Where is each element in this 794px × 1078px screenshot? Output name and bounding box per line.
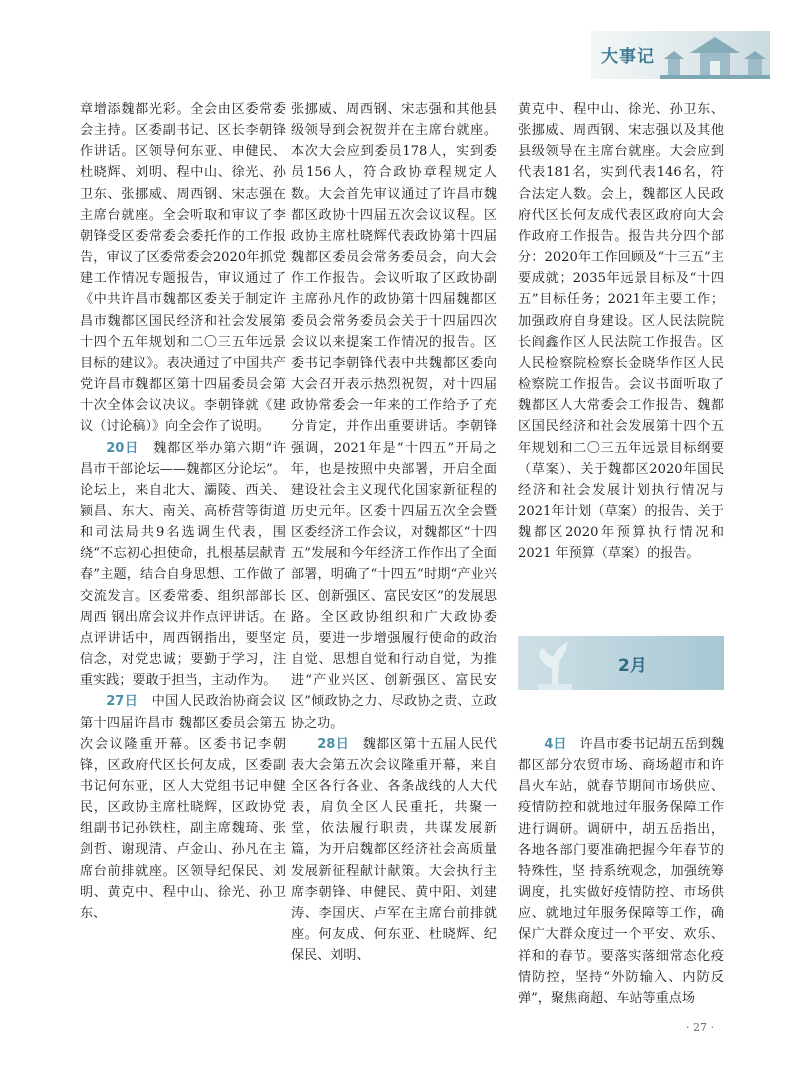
- entry-date: 28日: [317, 736, 350, 752]
- section-header-banner: [591, 31, 770, 79]
- paragraph: [80, 438, 286, 692]
- text-column-1: [80, 99, 286, 924]
- entry-text: 中国人民政治协商会议第十四届许昌市 魏都区委员会第五次会议隆重开幕。区委书记李朝锋，区政府代区长何友成，区委副书记何东亚，区人大党组书记申健民，区政协主席杜晓辉，区政协党组副书记孙铁柱，副主席魏琦、张剑哲、谢现清、卢金山、孙凡在主席台前排就座。区领导纪保民、刘明、黄克中、程中山、徐光、孙卫东、: [80, 694, 286, 921]
- paragraph: 章增添魏都光彩。全会由区委常委会主持。区委副书记、区长李朝锋作讲话。区领导何东亚、申健民、杜晓辉、刘明、程中山、徐光、孙卫东、张挪威、周西钢、宋志强在主席台就座。全会听取和审议了李朝锋受区委常委会委托作的工作报告，审议了区委常委会2020年抓党建工作情况专题报告，审议通过了《中共许昌市魏都区委关于制定许昌市魏都区国民经济和社会发展第十四个五年规划和二〇三五年远景目标的建议》。表决通过了中国共产党许昌市魏都区第十四届委员会第十次全体会议决议。李朝锋就《建议（讨论稿）》向全会作了说明。: [80, 102, 286, 435]
- pavilion-gate-icon: [660, 31, 770, 79]
- paragraph: [291, 734, 497, 967]
- entry-date: 20日: [106, 440, 140, 456]
- month-banner: [518, 636, 724, 690]
- entry-text: 魏都区第十五届人民代表大会第五次会议隆重开幕，来自全区各行各业、各条战线的人大代表，肩负全区人民重托，共聚一堂，依法履行职责，共谋发展新篇，为开启魏都区经济社会高质量发展新征程献计献策。大会执行主席李朝锋、申健民、黄中阳、刘建涛、李国庆、卢军在主席台前排就座。何友成、何东亚、杜晓辉、纪保民、刘明、: [291, 736, 497, 964]
- statue-icon: [524, 638, 584, 690]
- paragraph: [80, 691, 286, 924]
- paragraph: 黄克中、程中山、徐光、孙卫东、张挪威、周西钢、宋志强以及其他县级领导在主席台就座。大会应到代表181名，实到代表146名，符合法定人数。会上，魏都区人民政府代区长何友成代表区政府向大会作政府工作报告。报告共分四个部分：2020年工作回顾及“十三五”主要成就；2035年远景目标及“十四五”目标任务；2021年主要工作；加强政府自身建设。区人民法院院长阎鑫作区人民法院工作报告。区人民检察院检察长金晓华作区人民检察院工作报告。会议书面听取了魏都区人大常委会工作报告、魏都区国民经济和社会发展第十四个五年规划和二〇三五年远景目标纲要（草案）、关于魏都区2020年国民经济和社会发展计划执行情况与2021年计划（草案）的报告、关于魏都区2020年预算执行情况和2021 年预算（草案）的报告。: [518, 102, 724, 562]
- page-number: · 27 ·: [686, 1021, 714, 1034]
- paragraph: [518, 734, 724, 1009]
- entry-text: 魏都区举办第六期“许昌市干部论坛——魏都区分论坛”。论坛上，来自北大、灞陵、西关、颍昌、东大、南关、高桥营等街道和司法局共9名选调生代表，围绕“不忘初心担使命，扎根基层献青春”主题，结合自身思想、工作做了交流发言。区委常委、组织部部长周西 钢出席会议并作点评讲话。在点评讲话中，周西钢指出，要坚定信念，对党忠诚；要勤于学习，注重实践；要敢于担当，主动作为。: [80, 440, 286, 689]
- month-label: 2月: [618, 656, 647, 676]
- paragraph: 张挪威、周西钢、宋志强和其他县级领导到会祝贺并在主席台就座。本次大会应到委员178人，实到委员156人，符合政协章程规定人数。大会首先审议通过了许昌市魏都区政协十四届五次会议议程。区政协主席杜晓辉代表政协第十四届魏都区委员会常务委员会，向大会作工作报告。会议听取了区政协副主席孙凡作的政协第十四届魏都区委员会常务委员会关于十四届四次会议以来提案工作情况的报告。区委书记李朝锋代表中共魏都区委向大会召开表示热烈祝贺，对十四届政协常委会一年来的工作给予了充分肯定，并作出重要讲话。李朝锋强调，2021年是“十四五”开局之年，也是按照中央部署，开启全面建设社会主义现代化国家新征程的历史元年。区委十四届五次全会暨区委经济工作会议，对魏都区“十四五”发展和今年经济工作作出了全面部署，明确了“十四五”时期“产业兴区、创新强区、富民安区”的发展思路。全区政协组织和广大政协委员，要进一步增强履行使命的政治自觉、思想自觉和行动自觉，为推进“产业兴区、创新强区、富民安区”倾政协之力、尽政协之责、立政协之功。: [291, 102, 497, 731]
- text-column-3-continued: [518, 734, 724, 1009]
- section-title: 大事记: [601, 47, 655, 67]
- entry-date: 27日: [106, 694, 139, 710]
- entry-text: 许昌市委书记胡五岳到魏都区部分农贸市场、商场超市和许昌火车站，就春节期间市场供应、疫情防控和就地过年服务保障工作进行调研。调研中，胡五岳指出，各地各部门要准确把握今年春节的特殊性，坚 持系统观念，加强统筹调度，扎实做好疫情防控、市场供应、就地过年服务保障等工作，确保广大群众度过一个平安、欢乐、祥和的春节。要落实落细常态化疫情防控，坚持“外防输入、内防反弹”，聚焦商超、车站等重点场: [518, 737, 724, 1006]
- text-column-2: [291, 99, 497, 966]
- entry-date: 4日: [544, 737, 567, 752]
- text-column-3: [518, 99, 724, 564]
